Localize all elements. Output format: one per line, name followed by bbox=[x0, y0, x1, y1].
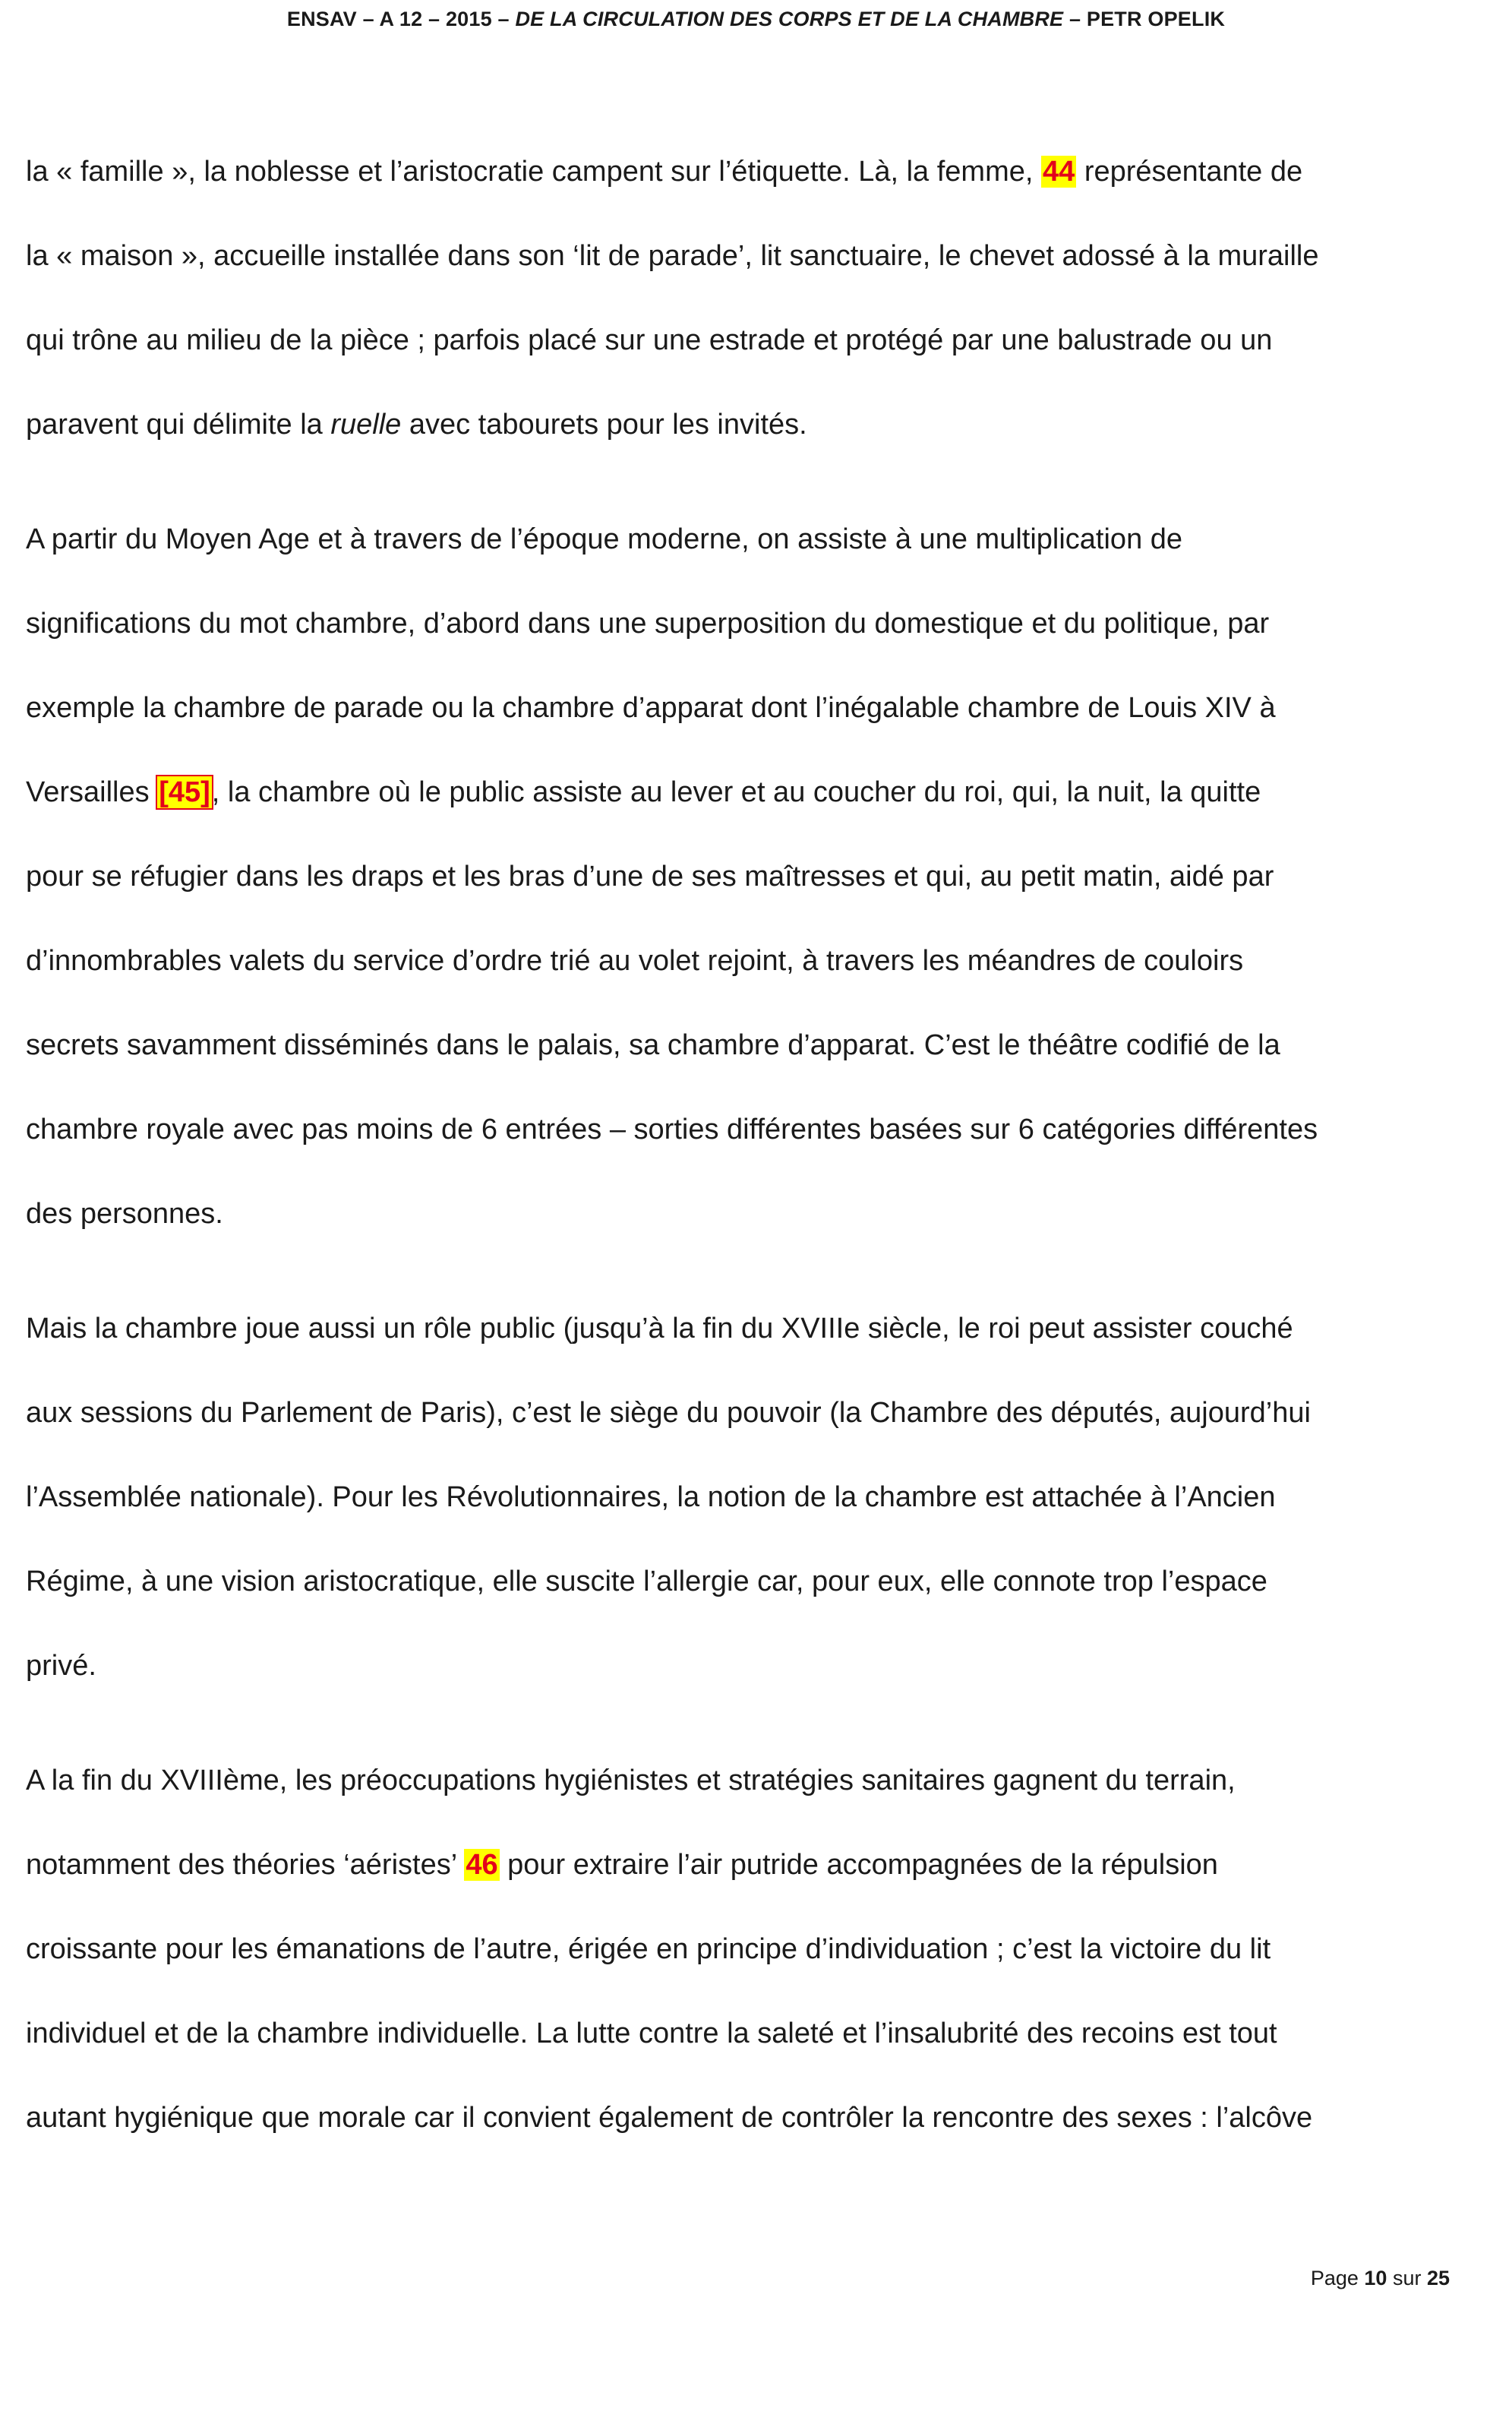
footnote-ref-44[interactable]: 44 bbox=[1042, 156, 1075, 188]
text-line: privé. bbox=[26, 1650, 96, 1682]
text-line: croissante pour les émanations de l’autre, érigée en principe d’individuation ; c’est la victoire du lit bbox=[26, 1933, 1271, 1965]
line-text: la « famille », la noblesse et l’aristocratie campent sur l’étiquette. Là, la femme, bbox=[26, 156, 1041, 188]
text-line: A partir du Moyen Age et à travers de l’époque moderne, on assiste à une multiplication de bbox=[26, 523, 1183, 555]
line-text: pour extraire l’air putride accompagnées de la répulsion bbox=[499, 1849, 1218, 1881]
page-number: 10 bbox=[1364, 2267, 1387, 2289]
line-text: notamment des théories ‘aéristes’ bbox=[26, 1849, 465, 1881]
text-line: significations du mot chambre, d’abord dans une superposition du domestique et du politique, par bbox=[26, 608, 1270, 640]
italic-term: ruelle bbox=[330, 409, 402, 441]
paragraph-4 bbox=[26, 1753, 1454, 2175]
paragraph-1 bbox=[26, 144, 1454, 482]
text-line: autant hygiénique que morale car il convient également de contrôler la rencontre des sexes : l’alcôve bbox=[26, 2102, 1313, 2134]
text-line bbox=[26, 144, 1454, 229]
header-author: – PETR OPELIK bbox=[1063, 8, 1226, 30]
text-line: individuel et de la chambre individuelle. La lutte contre la saleté et l’insalubrité des recoins est tout bbox=[26, 2018, 1277, 2049]
line-text: avec tabourets pour les invités. bbox=[401, 409, 807, 441]
line-text: Versailles bbox=[26, 776, 158, 808]
footnote-ref-45[interactable]: [45] bbox=[159, 776, 210, 808]
line-text: représentante de bbox=[1076, 156, 1303, 188]
total-pages: 25 bbox=[1426, 2267, 1450, 2289]
text-line bbox=[26, 397, 1454, 482]
text-line: qui trône au milieu de la pièce ; parfois placé sur une estrade et protégé par une balustrade ou un bbox=[26, 324, 1273, 356]
of-label: sur bbox=[1387, 2267, 1427, 2289]
text-line: aux sessions du Parlement de Paris), c’est le siège du pouvoir (la Chambre des députés, aujourd’hui bbox=[26, 1397, 1311, 1429]
footnote-ref-46[interactable]: 46 bbox=[466, 1849, 498, 1881]
text-line: chambre royale avec pas moins de 6 entrées – sorties différentes basées sur 6 catégories différentes bbox=[26, 1114, 1318, 1145]
text-line: des personnes. bbox=[26, 1198, 223, 1230]
text-line bbox=[26, 765, 1454, 849]
text-line: exemple la chambre de parade ou la chambre d’apparat dont l’inégalable chambre de Louis XIV à bbox=[26, 692, 1276, 724]
paragraph-2 bbox=[26, 512, 1454, 1271]
page-footer bbox=[1311, 2267, 1450, 2290]
header-prefix: ENSAV – A 12 – 2015 – bbox=[286, 8, 516, 30]
text-line bbox=[26, 1837, 1454, 1922]
header-title: DE LA CIRCULATION DES CORPS ET DE LA CHAMBRE bbox=[515, 8, 1064, 30]
text-line: l’Assemblée nationale). Pour les Révolutionnaires, la notion de la chambre est attachée à l’Ancien bbox=[26, 1481, 1276, 1513]
text-line: pour se réfugier dans les draps et les bras d’une de ses maîtresses et qui, au petit matin, aidé par bbox=[26, 861, 1274, 893]
document-body bbox=[26, 144, 1454, 2205]
page-header bbox=[0, 8, 1512, 31]
text-line: secrets savamment disséminés dans le palais, sa chambre d’apparat. C’est le théâtre codifié de la bbox=[26, 1029, 1280, 1061]
text-line: d’innombrables valets du service d’ordre trié au volet rejoint, à travers les méandres de couloirs bbox=[26, 945, 1244, 977]
paragraph-3 bbox=[26, 1301, 1454, 1723]
page-label: Page bbox=[1310, 2267, 1365, 2289]
text-line: A la fin du XVIIIème, les préoccupations hygiénistes et stratégies sanitaires gagnent du terrain, bbox=[26, 1765, 1236, 1796]
text-line: la « maison », accueille installée dans son ‘lit de parade’, lit sanctuaire, le chevet adossé à la muraille bbox=[26, 240, 1319, 272]
line-text: paravent qui délimite la bbox=[26, 409, 331, 441]
text-line: Régime, à une vision aristocratique, elle suscite l’allergie car, pour eux, elle connote trop l’espace bbox=[26, 1566, 1267, 1597]
line-text: , la chambre où le public assiste au lever et au coucher du roi, qui, la nuit, la quitte bbox=[211, 776, 1261, 808]
text-line: Mais la chambre joue aussi un rôle public (jusqu’à la fin du XVIIIe siècle, le roi peut assister couché bbox=[26, 1313, 1293, 1345]
